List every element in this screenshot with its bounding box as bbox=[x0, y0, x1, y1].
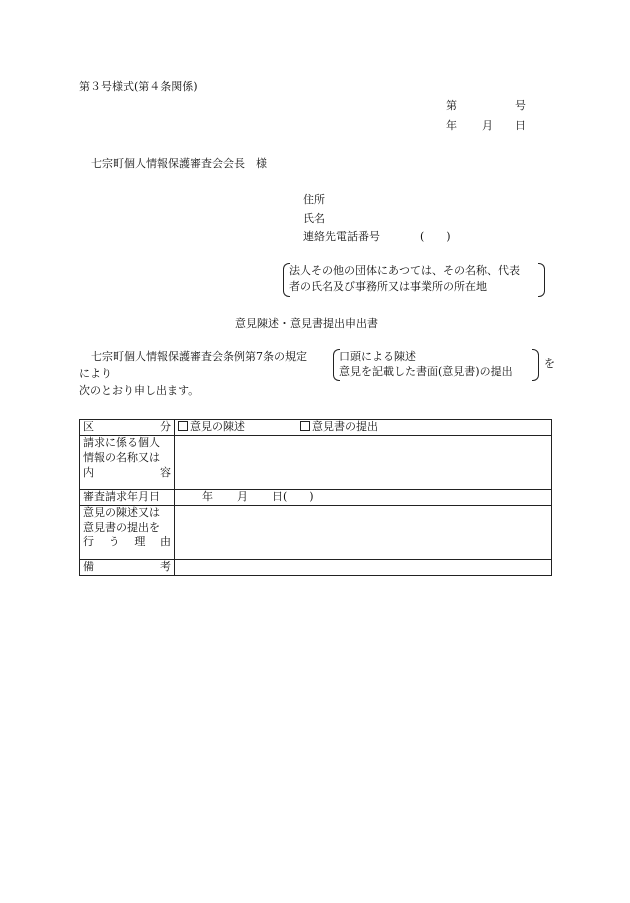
label-gyou: 行 bbox=[83, 535, 94, 549]
phone-paren: ( ) bbox=[420, 230, 451, 243]
document-title: 意見陳述・意見書提出申出書 bbox=[235, 317, 378, 330]
remarks-value[interactable] bbox=[175, 559, 552, 575]
row-information bbox=[80, 435, 552, 489]
doc-number-dai: 第 bbox=[446, 99, 457, 112]
reason-value[interactable] bbox=[175, 505, 552, 559]
date-month: 月 bbox=[482, 119, 493, 132]
phone-label: 連絡先電話番号 bbox=[303, 230, 380, 243]
addressee: 七宗町個人情報保護審査会会長 様 bbox=[91, 157, 267, 170]
classification-options bbox=[175, 420, 552, 436]
label-bun: 分 bbox=[160, 420, 171, 433]
label-bi: 備 bbox=[83, 559, 94, 573]
checkbox-written[interactable] bbox=[300, 421, 310, 431]
body-line2: により bbox=[79, 367, 112, 380]
bracket-right bbox=[532, 349, 539, 381]
date-year: 年 bbox=[446, 119, 457, 132]
reason-label bbox=[80, 505, 175, 559]
information-value[interactable] bbox=[175, 435, 552, 489]
application-table bbox=[79, 419, 552, 576]
remarks-label bbox=[80, 559, 175, 575]
form-number: 第３号様式(第４条関係) bbox=[79, 80, 198, 93]
reason-label-line2: 意見書の提出を bbox=[83, 520, 160, 534]
option-oral: 口頭による陳述 bbox=[339, 350, 416, 363]
name-label: 氏名 bbox=[303, 212, 325, 225]
row-classification bbox=[80, 420, 552, 436]
label-ku: 区 bbox=[83, 420, 94, 433]
information-label bbox=[80, 435, 175, 489]
reason-label-line1: 意見の陳述又は bbox=[83, 505, 160, 519]
body-line1: 七宗町個人情報保護審査会条例第7条の規定 bbox=[91, 350, 307, 363]
corporate-note-line2: 者の氏名及び事務所又は事業所の所在地 bbox=[289, 280, 487, 293]
request-date-label: 審査請求年月日 bbox=[80, 489, 175, 505]
label-you: 容 bbox=[160, 465, 171, 479]
label-kou: 考 bbox=[160, 559, 171, 573]
request-date-value[interactable] bbox=[175, 489, 552, 505]
option-oral-statement: 意見の陳述 bbox=[190, 420, 245, 433]
row-reason bbox=[80, 505, 552, 559]
corporate-note-line1: 法人その他の団体にあつては、その名称、代表 bbox=[289, 264, 520, 277]
checkbox-oral[interactable] bbox=[178, 421, 188, 431]
classification-label bbox=[80, 420, 175, 436]
request-date-month: 月 bbox=[237, 489, 248, 503]
address-label: 住所 bbox=[303, 193, 325, 206]
option-written-submission: 意見書の提出 bbox=[312, 420, 378, 433]
bracket-right bbox=[538, 263, 545, 297]
date-day: 日 bbox=[515, 119, 526, 132]
label-nai: 内 bbox=[83, 465, 94, 479]
option-bracket bbox=[333, 349, 539, 381]
request-date-year: 年 bbox=[202, 489, 213, 503]
label-u: う bbox=[108, 535, 120, 549]
doc-number-go: 号 bbox=[515, 99, 526, 112]
row-remarks bbox=[80, 559, 552, 575]
request-date-day: 日( ) bbox=[272, 489, 314, 503]
body-suffix: を bbox=[544, 357, 555, 370]
information-label-line1: 請求に係る個人 bbox=[83, 435, 160, 449]
option-written: 意見を記載した書面(意見書)の提出 bbox=[339, 365, 513, 378]
label-ri: 理 bbox=[134, 535, 146, 549]
information-label-line2: 情報の名称又は bbox=[83, 450, 160, 464]
label-yuu: 由 bbox=[159, 535, 171, 549]
body-line3: 次のとおり申し出ます。 bbox=[79, 384, 200, 397]
corporate-note bbox=[283, 263, 545, 297]
row-request-date bbox=[80, 489, 552, 505]
